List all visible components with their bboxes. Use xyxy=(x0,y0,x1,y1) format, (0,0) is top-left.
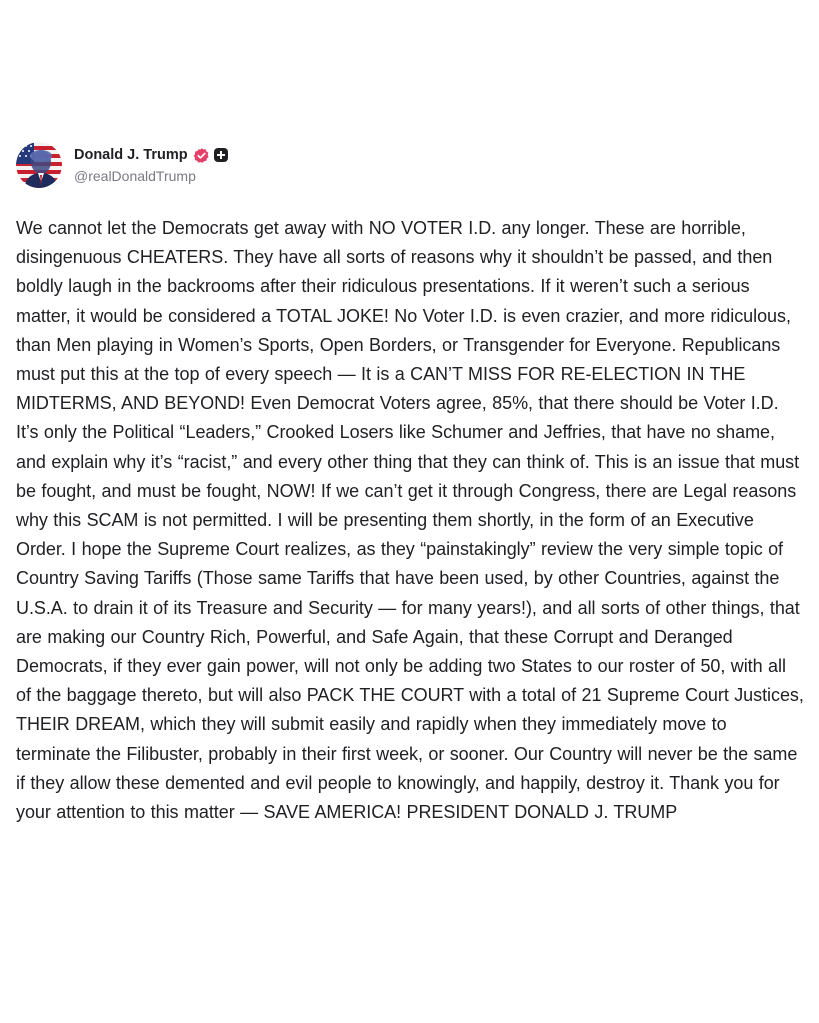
author-display-name[interactable]: Donald J. Trump xyxy=(74,147,188,163)
post-header xyxy=(16,142,228,188)
plus-badge-icon xyxy=(214,148,228,162)
author-handle[interactable]: @realDonaldTrump xyxy=(74,168,196,184)
author-info xyxy=(74,144,228,186)
avatar-image xyxy=(16,142,62,188)
post-body-text: We cannot let the Democrats get away with NO VOTER I.D. any longer. These are horrible, disingenuous CHEATERS. They have all sorts of reasons why it shouldn’t be passed, and then boldly laugh in the backrooms after their ridiculous presentations. If it weren’t such a serious matter, it would be considered a TOTAL JOKE! No Voter I.D. is even crazier, and more ridiculous, than Men playing in Women’s Sports, Open Borders, or Transgender for Everyone. Republicans must put this at the top of every speech — It is a CAN’T MISS FOR RE-ELECTION IN THE MIDTERMS, AND BEYOND! Even Democrat Voters agree, 85%, that there should be Voter I.D. It’s only the Political “Leaders,” Crooked Losers like Schumer and Jeffries, that have no shame, and explain why it’s “racist,” and every other thing that they can think of. This is an issue that must be fought, and must be fought, NOW! If we can’t get it through Congress, there are Legal reasons why this SCAM is not permitted. I will be presenting them shortly, in the form of an Executive Order. I hope the Supreme Court realizes, as they “painstakingly” review the very simple topic of Country Saving Tariffs (Those same Tariffs that have been used, by other Countries, against the U.S.A. to drain it of its Treasure and Security — for many years!), and all sorts of other things, that are making our Country Rich, Powerful, and Safe Again, that these Corrupt and Deranged Democrats, if they ever gain power, will not only be adding two States to our roster of 50, with all of the baggage thereto, but will also PACK THE COURT with a total of 21 Supreme Court Justices, THEIR DREAM, which they will submit easily and rapidly when they immediately move to terminate the Filibuster, probably in their first week, or sooner. Our Country will never be the same if they allow these demented and evil people to knowingly, and happily, destroy it. Thank you for your attention to this matter — SAVE AMERICA! PRESIDENT DONALD J. TRUMP xyxy=(16,218,804,823)
avatar[interactable] xyxy=(16,142,62,188)
verified-badge-icon xyxy=(193,147,210,164)
author-name-row xyxy=(74,144,228,166)
